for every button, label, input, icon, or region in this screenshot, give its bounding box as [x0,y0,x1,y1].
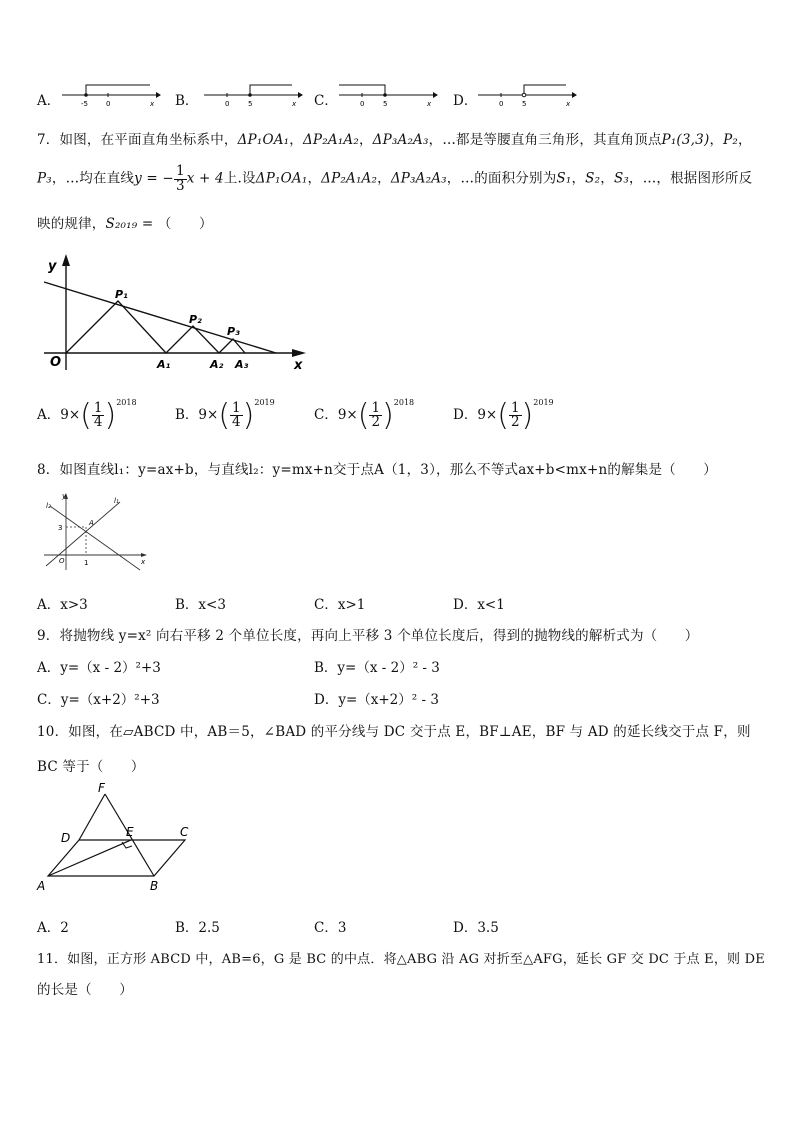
q7-sep: ， [709,132,724,148]
q7-opt-c-exp: 2018 [393,398,415,407]
q9-option-b: B．y=（x - 2）² - 3 [314,660,440,676]
q7-sep: ， [358,132,373,148]
q6-option-a-numberline [58,82,163,108]
q7-stem-line-2 [37,165,752,193]
q7-text: = （ ） [137,216,213,232]
q10-figure [34,780,204,908]
q7-fig-y-label: y [48,259,57,274]
q7-opt-a-exp: 2018 [116,398,137,407]
q6-b-tick-0: 0 [225,100,230,108]
q7-opt-b-num: 1 [232,399,241,416]
q7-s1: S₁ [556,170,572,187]
q6-c-tick-0: 0 [360,100,365,108]
q6-option-b-numberline [200,82,305,108]
q7-option-b [175,398,275,433]
q7-opt-d-frac [509,399,522,430]
q7-fig-a3: A₃ [235,358,249,371]
q10-option-a: A．2 [37,920,69,936]
q7-sep: ， [377,170,391,187]
q10-option-c: C．3 [314,920,347,936]
q6-a-tick-m5: -5 [81,100,88,108]
q7-stem-line-1 [37,128,752,148]
q7-opt-c-frac [369,399,382,430]
q10-option-d: D．3.5 [453,920,499,936]
q7-opt-b-frac [230,399,243,430]
q7-opt-paren: ) [104,398,117,433]
q10-stem-line-1: 10．如图，在▱ABCD 中，AB＝5，∠BAD 的平分线与 DC 交于点 E，BF⊥AE，BF 与 AD 的延长线交于点 F，则 [37,724,751,740]
q10-stem-line-2: BC 等于（ ） [37,759,145,775]
q7-fig-origin: O [50,355,62,370]
q8-fig-x: x [141,558,146,566]
q7-opt-paren: ) [521,398,534,433]
q7-opt-d-coef: 9× [477,407,498,423]
q7-stem-line-3 [37,212,213,232]
q7-sep: ， [571,170,586,187]
q8-option-a: A．x>3 [37,597,88,613]
q9-option-c: C．y=（x+2）²+3 [37,692,160,708]
q7-sep: ， [307,170,322,187]
q6-a-tick-0: 0 [106,100,111,108]
q10-fig-d: D [61,831,71,845]
q7-opt-d-exp: 2019 [533,398,554,407]
q7-fig-a1: A₁ [157,358,171,371]
q6-d-tick-0: 0 [499,100,504,108]
q7-option-c [314,398,414,433]
q7-option-a [37,398,137,433]
q7-sep: ， [600,170,614,187]
q7-text: 映的规律， [37,216,106,232]
q7-opt-paren: ( [357,398,370,433]
q7-opt-b-label: B． [175,407,199,423]
q6-c-tick-x: x [427,100,432,108]
q7-opt-paren: ( [80,398,92,433]
q9-option-d: D．y=（x+2）² - 3 [314,692,439,708]
q6-a-tick-x: x [150,100,155,108]
q7-opt-b-coef: 9× [198,407,219,423]
q8-fig-a: A [89,519,94,527]
q7-point-p3: P₃ [37,170,52,187]
q7-opt-paren: ( [218,398,231,433]
q7-text: ，…都是等腰直角三角形，其直角顶点 [428,132,662,148]
q9-option-a: A．y=（x - 2）²+3 [37,660,161,676]
q7-fig-p3: P₃ [227,325,240,338]
q7-opt-d-label: D． [453,407,478,423]
q7-s2019: S₂₀₁₉ [105,216,138,232]
q7-opt-c-coef: 9× [337,407,358,423]
q10-fig-c: C [180,825,189,839]
q10-fig-a: A [37,879,46,893]
q10-option-b: B．2.5 [175,920,220,936]
q7-fig-x-label: x [294,358,303,373]
q7-opt-a-den: 4 [93,414,103,430]
q7-point-p2: P₂ [723,132,739,148]
q8-fig-l2: l₂ [46,502,51,510]
q7-option-d [453,398,554,433]
q7-figure [36,252,316,377]
q8-option-c: C．x>1 [314,597,366,613]
q7-eq-den: 3 [175,177,185,194]
q7-fig-a2: A₂ [210,358,224,371]
q8-fig-three: 3 [58,524,63,532]
q7-opt-c-num: 1 [371,399,381,416]
q7-equation-fraction [174,165,187,193]
q7-triangle-3: ΔP₃A₂A₃ [390,170,447,187]
q7-opt-d-num: 1 [510,399,520,416]
q7-opt-c-label: C． [314,407,338,423]
q6-d-tick-5: 5 [522,100,527,108]
q8-fig-l1: l₁ [114,497,119,505]
q7-sep: ， [738,132,752,148]
q8-stem: 8．如图直线l₁：y=ax+b，与直线l₂：y=mx+n交于点A（1，3），那么不等式ax+b<mx+n的解集是（ ） [37,462,717,478]
q6-option-c-numberline [335,82,440,108]
q6-option-c-label: C． [314,93,338,109]
q7-eq-num: 1 [175,163,185,179]
q7-text: ，…均在直线 [51,170,135,187]
q10-fig-b: B [150,879,159,893]
q8-fig-y: y [62,492,67,500]
q7-opt-a-num: 1 [93,399,103,416]
q7-opt-a-coef: 9× [60,407,81,423]
q7-fig-p2: P₂ [189,313,202,326]
q7-text: ，…的面积分别为 [446,170,557,187]
q6-option-b-label: B． [175,93,199,109]
q7-triangle-2: ΔP₂A₁A₂ [321,170,378,187]
q6-b-tick-5: 5 [248,100,253,108]
q7-triangle-1: ΔP₁OA₁ [237,132,290,148]
q7-opt-c-den: 2 [371,414,381,430]
q8-fig-o: O [59,557,65,565]
q7-point-p1: P₁(3,3) [661,132,710,148]
q6-b-tick-x: x [292,100,297,108]
q11-stem-line-2: 的长是（ ） [37,982,133,998]
q7-s3: S₃ [613,170,629,187]
q8-figure [40,490,155,575]
q10-fig-f: F [98,781,105,795]
q7-opt-a-label: A． [37,407,61,423]
q6-c-tick-5: 5 [383,100,388,108]
q7-text: 上.设 [223,170,256,187]
q7-sep: ， [289,132,303,148]
q7-opt-paren: ( [497,398,509,433]
q8-option-b: B．x<3 [175,597,226,613]
q6-d-tick-x: x [566,100,571,108]
q7-fig-p1: P₁ [115,288,128,301]
q8-option-d: D．x<1 [453,597,505,613]
q10-fig-e: E [126,825,134,839]
q9-stem: 9．将抛物线 y=x² 向右平移 2 个单位长度，再向上平移 3 个单位长度后，得到的抛物线的解析式为（ ） [37,628,699,644]
q7-triangle-1: ΔP₁OA₁ [255,170,308,187]
q11-stem-line-1: 11．如图，正方形 ABCD 中，AB=6，G 是 BC 的中点．将△ABG 沿 AG 对折至△AFG，延长 GF 交 DC 于点 E，则 DE [37,952,765,967]
q6-option-d-numberline [474,82,579,108]
q6-option-d-label: D． [453,93,478,109]
q7-equation-rest: x + 4 [186,170,224,187]
q7-triangle-3: ΔP₃A₂A₃ [372,132,429,148]
q8-fig-one: 1 [84,559,89,567]
q7-opt-paren: ) [242,398,255,433]
q7-triangle-2: ΔP₂A₁A₂ [302,132,359,148]
q7-text: 7．如图，在平面直角坐标系中， [37,132,238,148]
q7-equation-y: y = − [134,170,174,187]
q7-s2: S₂ [585,170,601,187]
q7-opt-d-den: 2 [510,414,520,430]
q7-text: ，…，根据图形所反 [629,170,753,187]
q6-option-a-label: A． [37,93,61,109]
q7-opt-b-exp: 2019 [254,398,275,407]
q7-opt-paren: ) [382,398,394,433]
q7-opt-b-den: 4 [232,414,241,430]
q7-opt-a-frac [92,399,105,430]
